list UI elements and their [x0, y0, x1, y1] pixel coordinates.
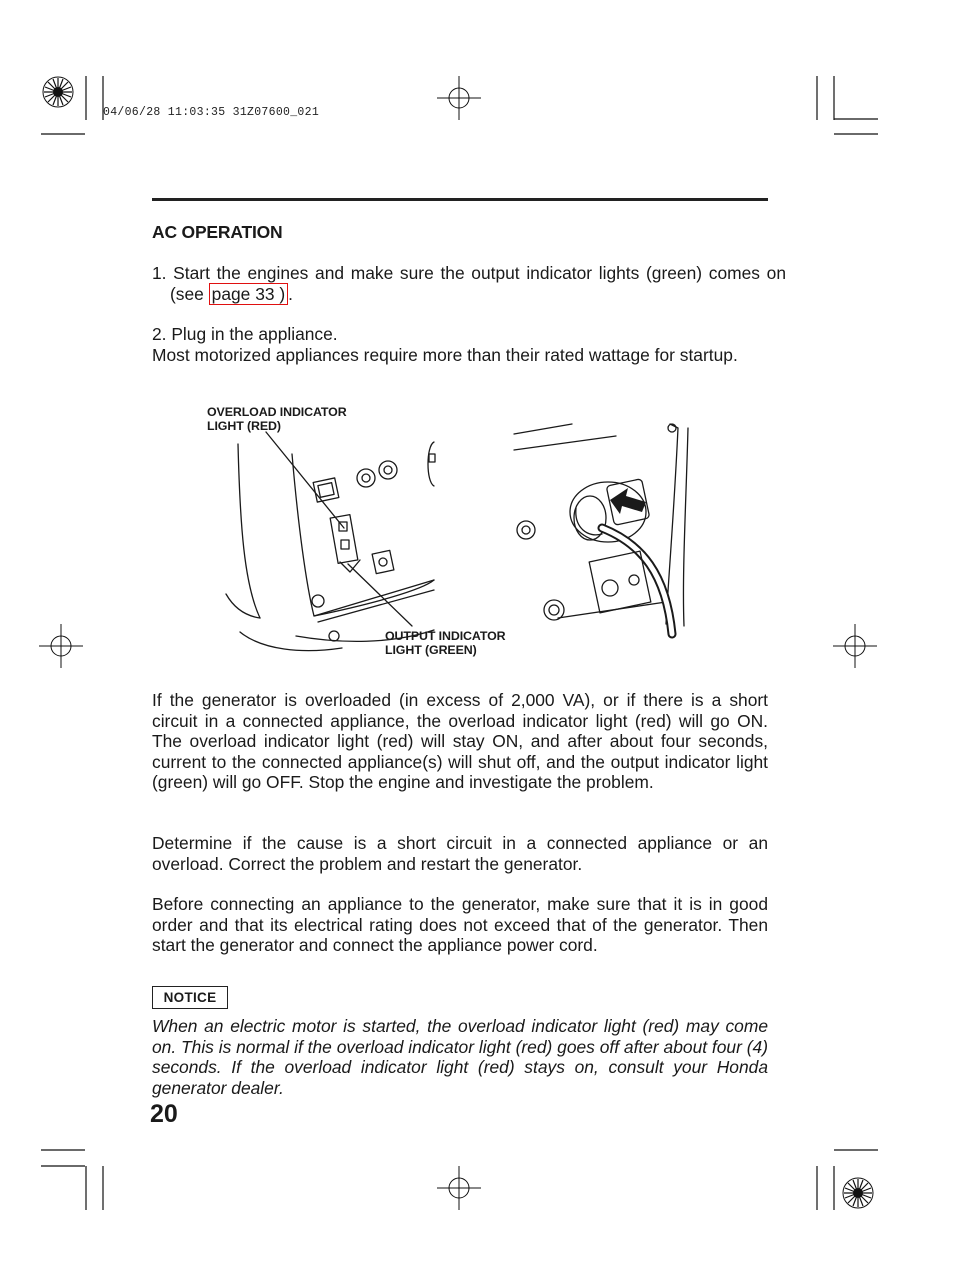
notice-label: NOTICE: [152, 986, 228, 1009]
section-heading: AC OPERATION: [152, 222, 283, 242]
registration-cross-icon: [437, 76, 481, 120]
registration-cross-icon: [833, 624, 877, 668]
overload-indicator-label: OVERLOAD INDICATOR LIGHT (RED): [207, 405, 347, 433]
step-1-period: .: [288, 283, 294, 304]
registration-cross-icon: [39, 624, 83, 668]
output-indicator-label: OUTPUT INDICATOR LIGHT (GREEN): [385, 629, 506, 657]
step-1: [152, 263, 786, 304]
page-number: 20: [150, 1100, 178, 1128]
notice-text: When an electric motor is started, the overload indicator light (red) may come on. This is normal if the overload indicator light (red) goes off after about four (4) seconds. If the overload indicator light (red) stays on, consult your Honda generator dealer.: [152, 1016, 768, 1098]
registration-cross-icon: [437, 1166, 481, 1210]
header-rule: [152, 198, 768, 201]
registration-star-icon: [843, 1178, 873, 1208]
diagnosis-paragraph: Determine if the cause is a short circuit in a connected appliance or an overload. Correct the problem and restart the generator.: [152, 833, 768, 874]
step-2: [152, 324, 768, 365]
generator-panel-illustration: [222, 404, 702, 656]
connection-paragraph: Before connecting an appliance to the generator, make sure that it is in good order and that its electrical rating does not exceed that of the generator. Then start the generator and connect the appliance power cord.: [152, 894, 768, 955]
step-2-title: 2. Plug in the appliance.: [152, 324, 338, 344]
step-2-note: Most motorized appliances require more than their rated wattage for startup.: [152, 344, 738, 365]
print-stamp: 04/06/28 11:03:35 31Z07600_021: [103, 106, 320, 119]
step-1-text: 1. Start the engines and make sure the output indicator lights (green) comes on (see: [152, 263, 786, 304]
overload-paragraph: If the generator is overloaded (in excess of 2,000 VA), or if there is a short circuit in a connected appliance, the overload indicator light (red) will go ON. The overload indicator light (red) will stay ON, and after about four seconds, current to the connected appliance(s) will shut off, and the output indicator light (green) will go OFF. Stop the engine and investigate the problem.: [152, 690, 768, 792]
page-33-link[interactable]: page 33 ): [209, 283, 289, 305]
registration-star-icon: [43, 77, 73, 107]
